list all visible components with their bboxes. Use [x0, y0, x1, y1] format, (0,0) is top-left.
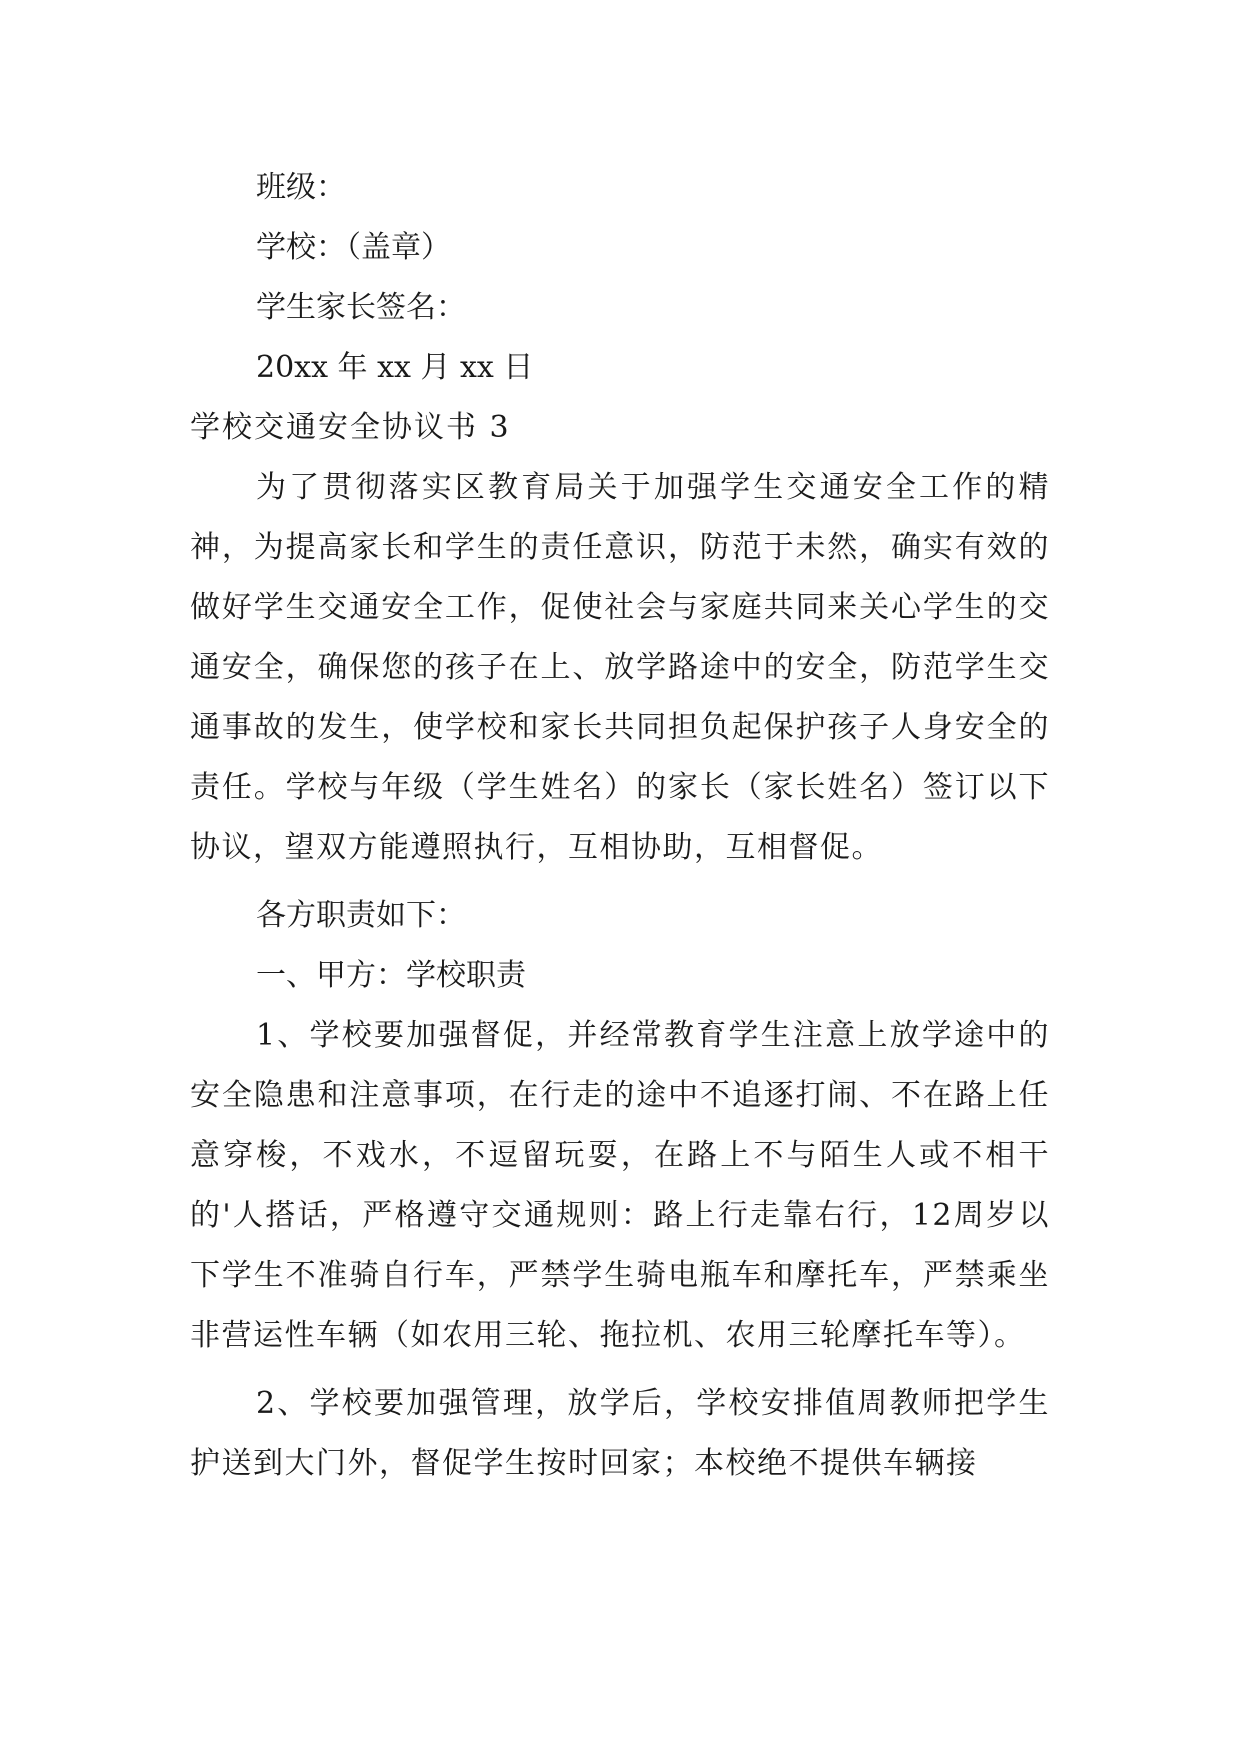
- intro-paragraph: 为了贯彻落实区教育局关于加强学生交通安全工作的精神，为提高家长和学生的责任意识，防范于未然，确实有效的做好学生交通安全工作，促使社会与家庭共同来关心学生的交通安全，确保您的孩子在上、放学路途中的安全，防范学生交通事故的发生，使学校和家长共同担负起保护孩子人身安全的责任。学校与年级（学生姓名）的家长（家长姓名）签订以下协议，望双方能遵照执行，互相协助，互相督促。: [190, 470, 1050, 865]
- item-2-paragraph: 2、学校要加强管理，放学后，学校安排值周教师把学生护送到大门外，督促学生按时回家；本校绝不提供车辆接: [190, 1386, 1050, 1481]
- document-content: [190, 158, 1050, 1494]
- party-a-heading: 一、甲方：学校职责: [256, 958, 526, 993]
- class-label: 班级：: [256, 170, 346, 205]
- parent-signature-label: 学生家长签名：: [256, 290, 466, 325]
- item-1-paragraph: 1、学校要加强督促，并经常教育学生注意上放学途中的安全隐患和注意事项，在行走的途中不追逐打闹、不在路上任意穿梭，不戏水，不逗留玩耍，在路上不与陌生人或不相干的'人搭话，严格遵守交通规则：路上行走靠右行，12周岁以下学生不准骑自行车，严禁学生骑电瓶车和摩托车，严禁乘坐非营运性车辆（如农用三轮、拖拉机、农用三轮摩托车等）。: [190, 1018, 1050, 1353]
- document-title: 学校交通安全协议书 3: [190, 410, 511, 445]
- school-seal-label: 学校：（盖章）: [256, 230, 451, 265]
- signing-date: 20xx 年 xx 月 xx 日: [256, 350, 534, 385]
- duties-heading: 各方职责如下：: [256, 898, 466, 933]
